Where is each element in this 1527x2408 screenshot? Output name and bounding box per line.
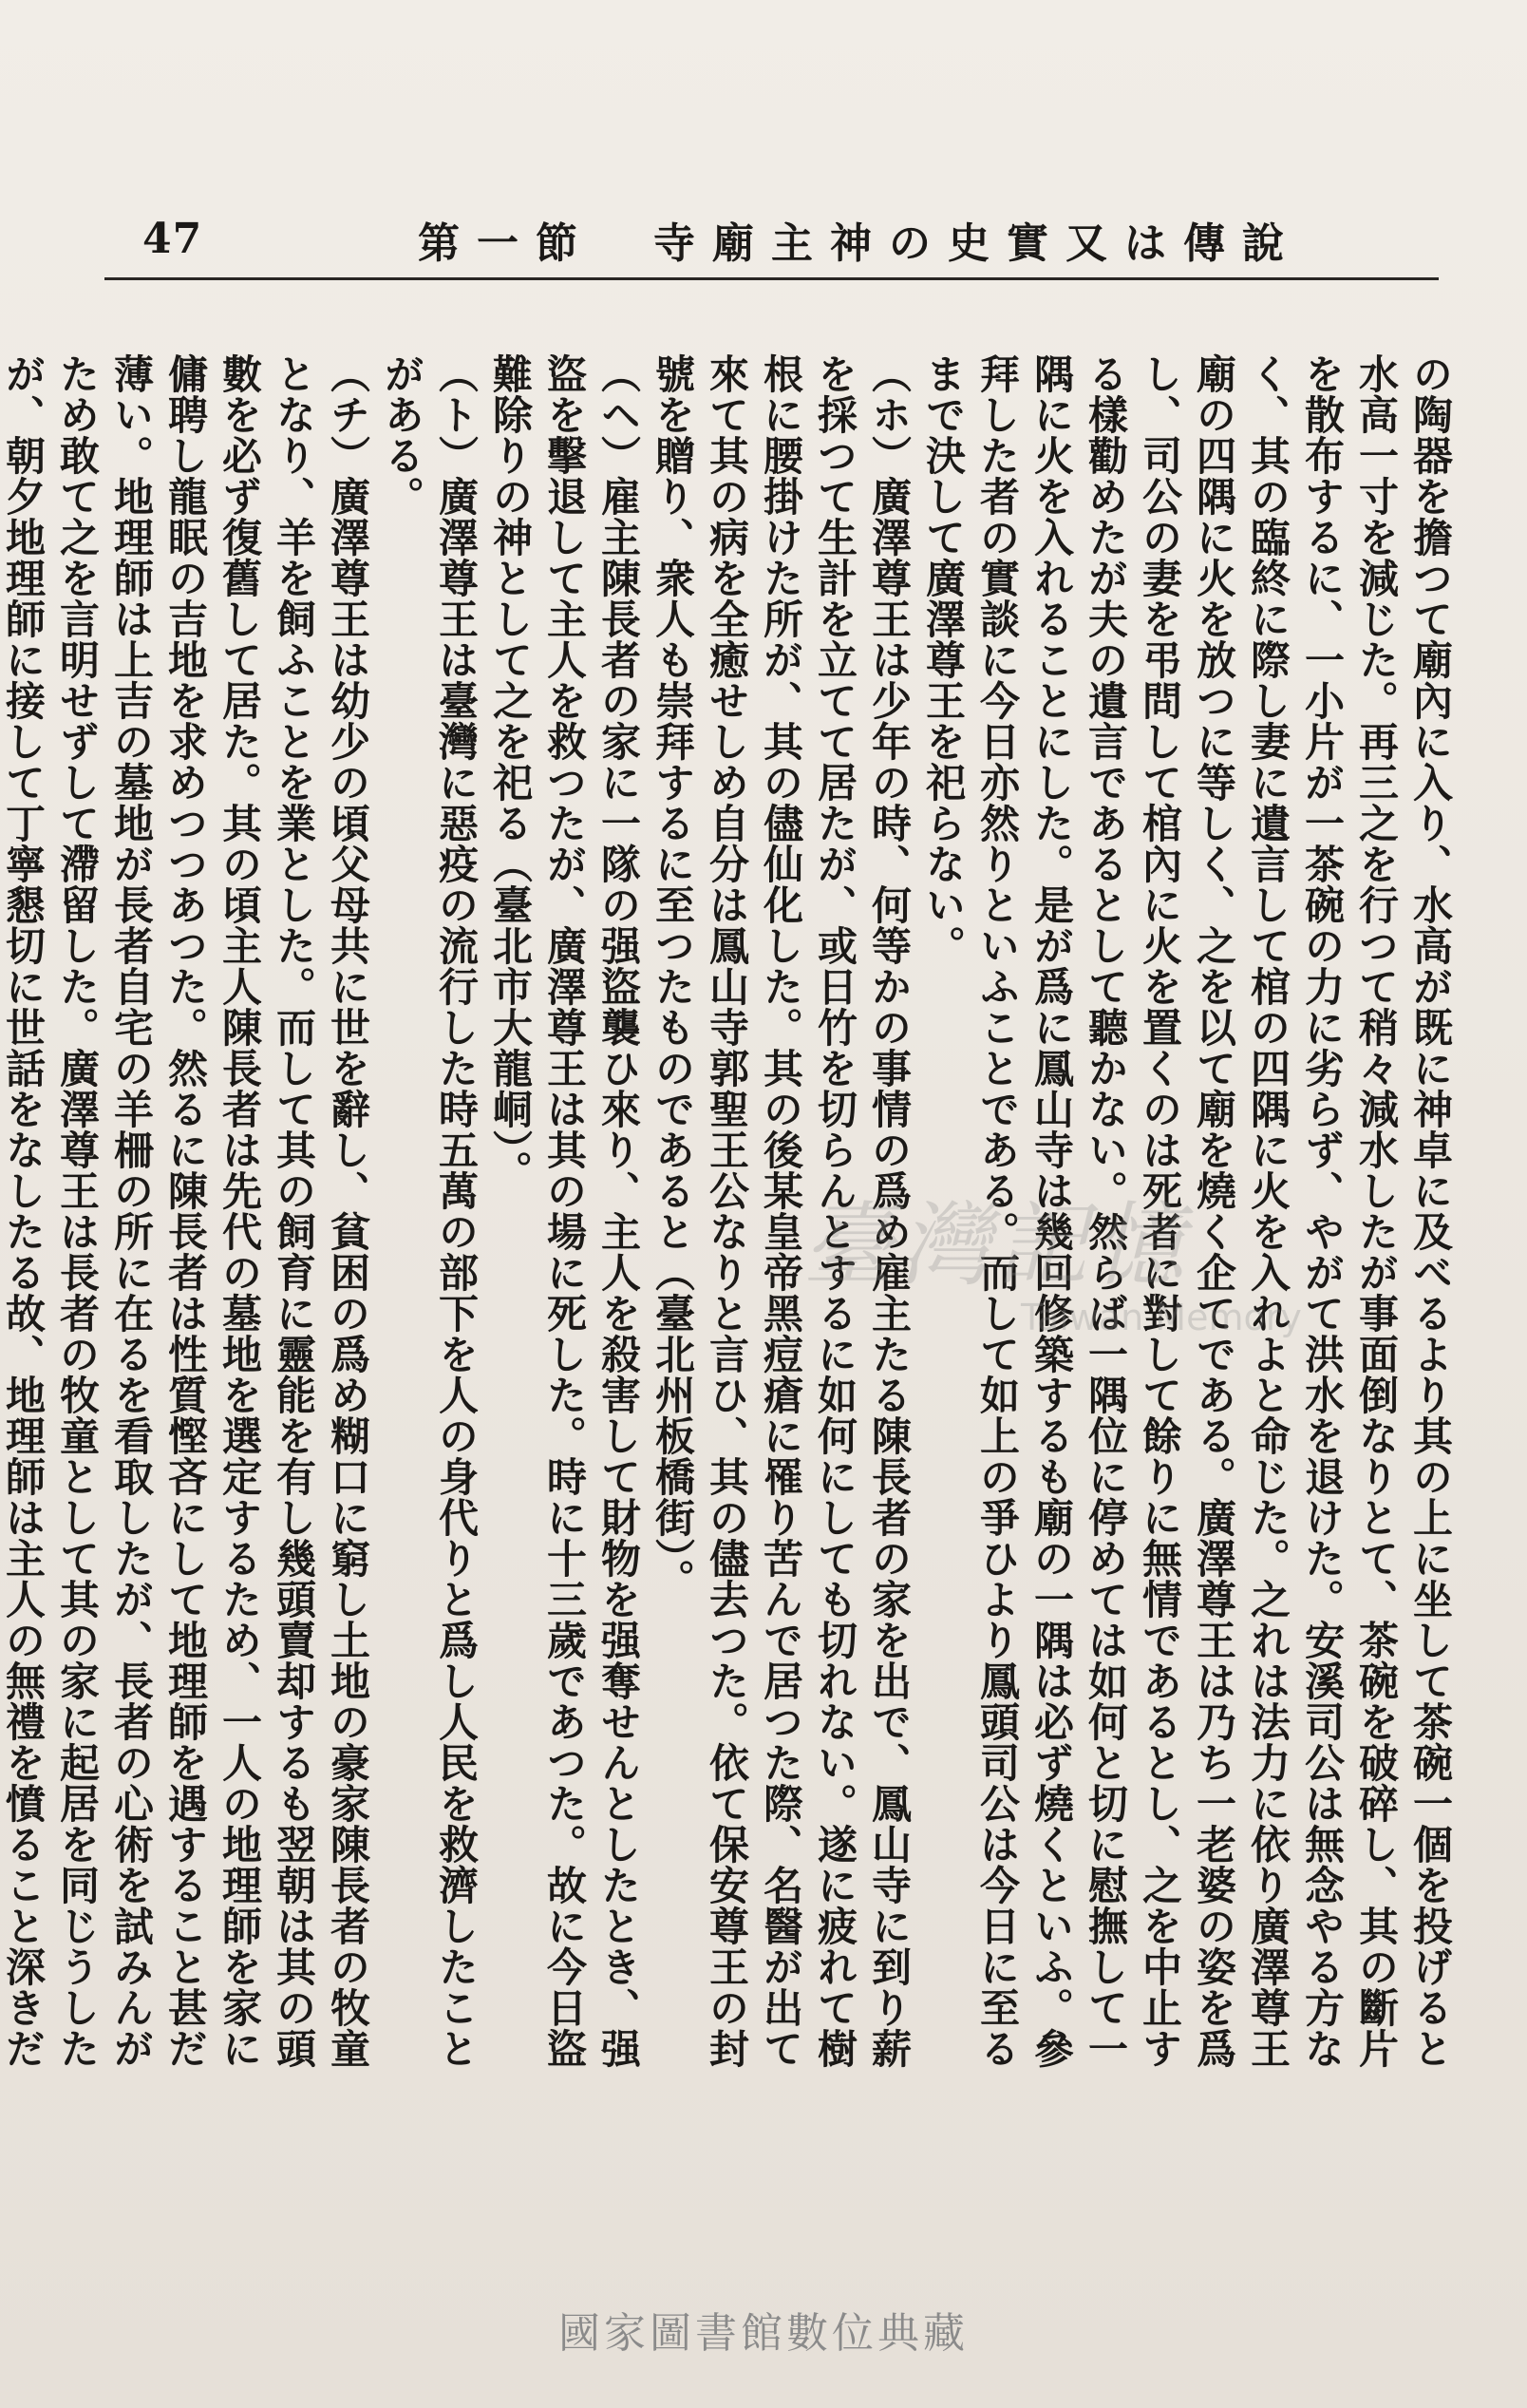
watermark-chinese: 臺灣記憶 — [802, 1192, 1190, 1299]
paragraph-he: （ヘ）雇主陳長者の家に一隊の强盜襲ひ來り、主人を殺害して財物を强奪せんとしたとき、强盜を擊退して主人を救つたが、廣澤尊王は其の場に死した。時に十三歲であつた。故に今日盜難除りの神として之を祀る（臺北市大龍峒）。 — [487, 353, 642, 2069]
paragraph-to: （ト）廣澤尊王は臺灣に惡疫の流行した時五萬の部下を人の身代りと爲し人民を救濟したことがある。 — [379, 353, 480, 2069]
running-head: 第一節 寺廟主神の史實又は傳說 — [418, 219, 1301, 268]
watermark-english: Taiwan Memory — [1021, 1297, 1302, 1338]
header-rule — [104, 277, 1439, 280]
body-text — [0, 353, 1458, 2082]
paragraph-chi: （チ）廣澤尊王は幼少の頃父母共に世を辭し、貧困の爲め糊口に窮し土地の豪家陳長者の牧童となり、羊を飼ふことを業とした。而して其の飼育に靈能を有し幾頭賣却するも翌朝は其の頭數を必ず復舊して居た。其の頃主人陳長者は先代の墓地を選定するため、一人の地理師を家に傭聘し龍眠の吉地を求めつつあつた。然るに陳長者は性質慳吝にして地理師を遇すること甚だ薄い。地理師は上吉の墓地が長者自宅の羊柵の所に在るを看取したが、長者の心術を試みんがため敢て之を言明せずして滯留した。廣澤尊王は長者の牧童として其の家に起居を同じうしたが、朝夕地理師に接して丁寧懇切に世話をなしたる故、地理師は主人の無禮を憤ること深きだ — [0, 353, 371, 2069]
paragraph-continuation: の陶器を擔つて廟內に入り、水高が既に神卓に及べるより其の上に坐して茶碗一個を投げると水高一寸を減じた。再三之を行つて稍々減水したが事面倒なりとて、茶碗を破碎し、其の斷片を散布するに、一小片が一茶碗の力に劣らず、やがて洪水を退けた。安溪司公は無念やる方なく、其の臨終に際し妻に遺言して棺の四隅に火を入れよと命じた。之れは法力に依り廣澤尊王廟の四隅に火を放つに等しく、之を以て廟を燒く企てである。廣澤尊王は乃ち一老婆の姿を爲し、司公の妻を弔問して棺內に火を置くのは死者に對して餘りに無情であるとし、之を中止する樣勸めたが夫の遺言であるとして聽かない。然らば一隅位に停めては如何と切に慰撫して一隅に火を入れることにした。是が爲に鳳山寺は幾回修築するも廟の一隅は必ず燒くといふ。參拜した者の實談に今日亦然りといふことである。而して如上の爭ひより鳳頭司公は今日に至るまで決して廣澤尊王を祀らない。 — [920, 353, 1454, 2069]
page-number: 47 — [142, 215, 203, 263]
footer-archive-mark: 國家圖書館數位典藏 — [558, 2309, 969, 2358]
paragraph-ho: （ホ）廣澤尊王は少年の時、何等かの事情の爲め雇主たる陳長者の家を出で、鳳山寺に到り薪を採つて生計を立てて居たが、或日竹を切らんとするに如何にしても切れない。遂に疲れて樹根に腰掛けた所が、其の儘仙化した。其の後某皇帝黑痘瘡に罹り苦んで居つた際、名醫が出て來て其の病を全癒せしめ自分は鳳山寺郭聖王公なりと言ひ、其の儘去つた。依て保安尊王の封號を贈り、衆人も崇拜するに至つたものであると（臺北州板橋街）。 — [650, 353, 913, 2069]
